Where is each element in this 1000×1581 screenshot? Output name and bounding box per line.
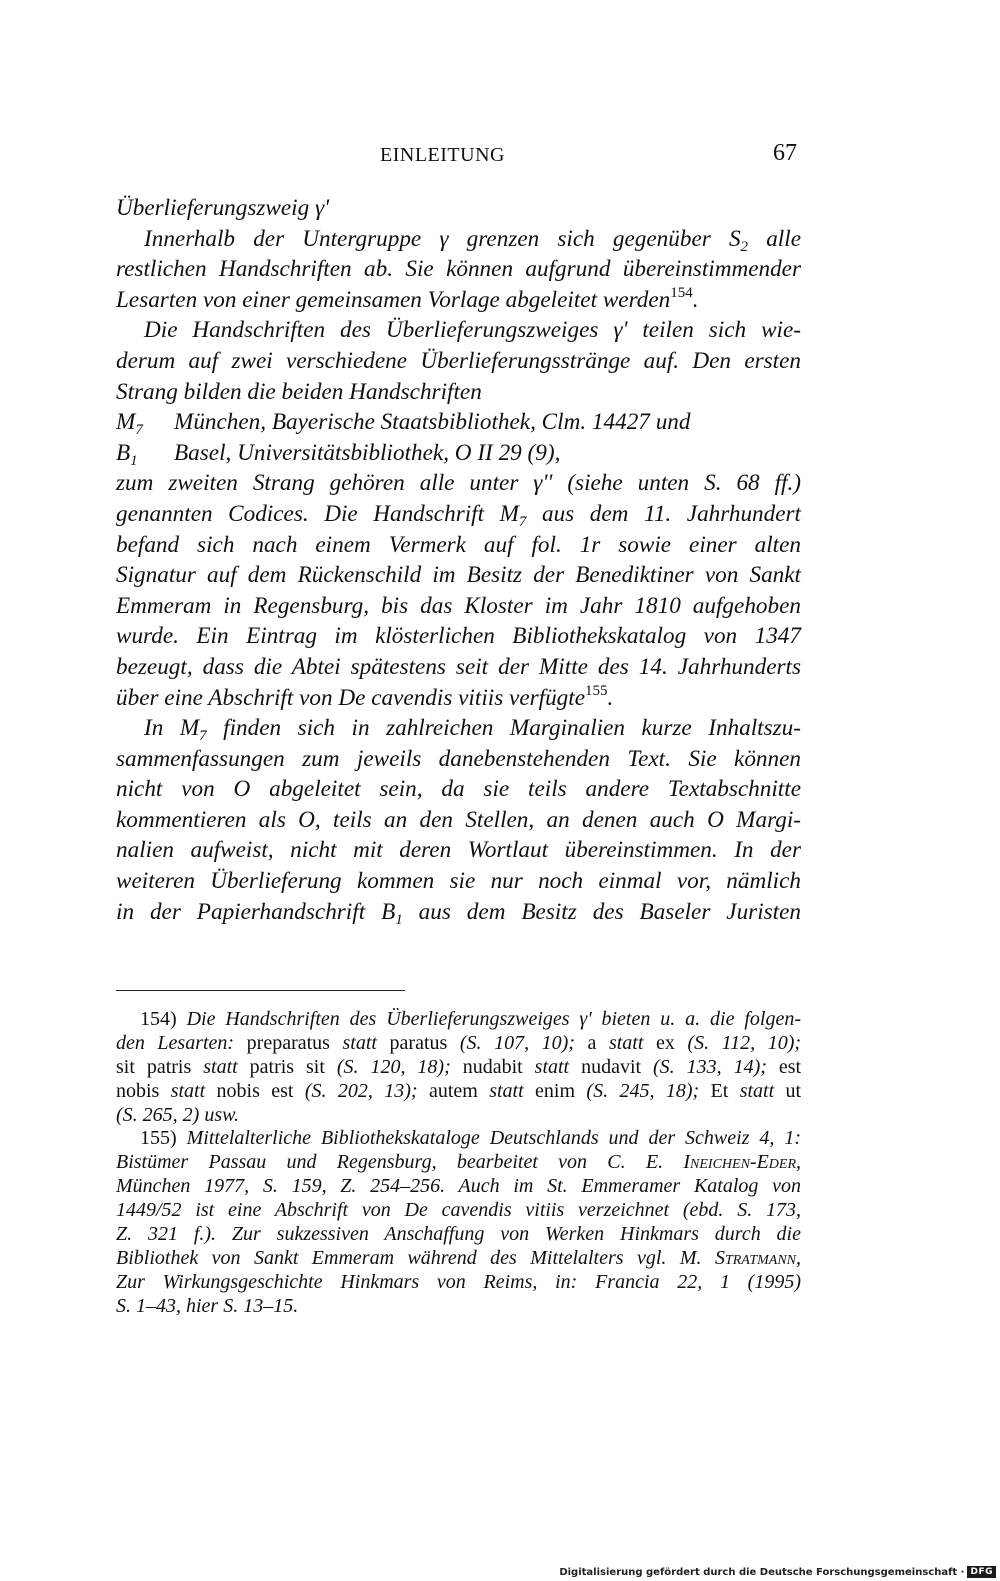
- text-line: wurde. Ein Eintrag im klösterlichen Bibliothekskatalog von 1347: [116, 623, 801, 650]
- footnote-number: 155): [140, 1127, 177, 1150]
- footnote-line: 1449/52 ist eine Abschrift von De cavendis vitiis verzeichnet (ebd. S. 173,: [116, 1199, 801, 1222]
- footnote-line: München 1977, S. 159, Z. 254–256. Auch im St. Emmeramer Katalog von: [116, 1175, 801, 1198]
- footnote-ref-155[interactable]: 155: [585, 682, 608, 699]
- siglum: $M_7$: [116, 409, 143, 439]
- text-line: befand sich nach einem Vermerk auf fol. 1r sowie einer alten: [116, 531, 801, 558]
- main-text: [116, 193, 801, 927]
- credit-text: Digitalisierung gefördert durch die Deutsche Forschungsgemeinschaft ·: [559, 1566, 965, 1578]
- running-header: [0, 140, 1000, 174]
- text-line: zum zweiten Strang gehören alle unter γ'' (siehe unten S. 68 ff.): [116, 470, 801, 497]
- text-line: genannten Codices. Die Handschrift $M_7$ aus dem 11. Jahrhundert: [116, 500, 801, 530]
- footnote-ref-154[interactable]: 154: [670, 284, 693, 301]
- footnote-line: S. 1–43, hier S. 13–15.: [116, 1294, 299, 1317]
- text-line: kommentieren als O, teils an den Stellen, an denen auch O Margi-: [116, 806, 801, 833]
- footnote-line: Zur Wirkungsgeschichte Hinkmars von Reims, in: Francia 22, 1 (1995): [116, 1270, 801, 1293]
- text-line: über eine Abschrift von De cavendis vitiis verfügte$^{155}$.: [116, 682, 614, 711]
- manuscript-entry: $M_7$ München, Bayerische Staatsbibliothek, Clm. 14427 und: [116, 409, 691, 439]
- dfg-logo-icon: DFG: [967, 1566, 996, 1578]
- footnote-separator: [116, 990, 405, 991]
- text-line: Lesarten von einer gemeinsamen Vorlage abgeleitet werden$^{154}$.: [116, 284, 699, 313]
- text-line: sammenfassungen zum jeweils danebenstehenden Text. Sie können: [116, 745, 801, 772]
- text-line: in der Papierhandschrift $B_1$ aus dem Besitz des Baseler Juristen: [116, 898, 801, 928]
- section-heading: Überlieferungszweig γ': [116, 195, 330, 221]
- text-line: derum auf zwei verschiedene Überlieferungsstränge auf. Den ersten: [116, 347, 801, 374]
- text-line: Strang bilden die beiden Handschriften: [116, 378, 482, 405]
- footnote-line: Z. 321 f.). Zur sukzessiven Anschaffung von Werken Hinkmars durch die: [116, 1223, 801, 1246]
- siglum: $B_1$: [116, 439, 138, 469]
- text-line: bezeugt, dass die Abtei spätestens seit der Mitte des 14. Jahrhunderts: [116, 653, 801, 680]
- digitization-credit: [559, 1566, 996, 1578]
- footnote-line: den Lesarten: preparatus statt paratus (S. 107, 10); a statt ex (S. 112, 10);: [116, 1031, 802, 1054]
- page-number: 67: [773, 140, 797, 166]
- text-line: Signatur auf dem Rückenschild im Besitz der Benediktiner von Sankt: [116, 562, 801, 589]
- text-line: nicht von O abgeleitet sein, da sie teils andere Textabschnitte: [116, 776, 801, 803]
- footnote-number: 154): [140, 1008, 177, 1030]
- footnote-line: sit patris statt patris sit (S. 120, 18); nudabit statt nudavit (S. 133, 14); est: [116, 1055, 802, 1078]
- text-line: Innerhalb der Untergruppe γ grenzen sich gegenüber $S_2$ alle: [144, 225, 801, 255]
- text-line: weiteren Überlieferung kommen sie nur noch einmal vor, nämlich: [116, 868, 801, 895]
- text-line: In $M_7$ finden sich in zahlreichen Marginalien kurze Inhaltszu-: [144, 715, 801, 745]
- author-name: Ineichen-Eder,: [683, 1151, 802, 1174]
- footnotes: [116, 1008, 801, 1319]
- running-title: EINLEITUNG: [380, 144, 505, 166]
- text-line: restlichen Handschriften ab. Sie können aufgrund übereinstimmender: [116, 256, 801, 283]
- footnote-line: Bibliothek von Sankt Emmeram während des Mittelalters vgl. M. Stratmann,: [116, 1246, 802, 1269]
- manuscript-entry: $B_1$ Basel, Universitätsbibliothek, O II 29 (9),: [116, 439, 561, 469]
- text-line: Die Handschriften des Überlieferungszweiges γ' teilen sich wie-: [144, 317, 801, 344]
- footnote-line: nobis statt nobis est (S. 202, 13); autem statt enim (S. 245, 18); Et statt ut: [116, 1079, 802, 1102]
- footnote-line: (S. 265, 2) usw.: [116, 1103, 239, 1126]
- footnote-line: 155) Mittelalterliche Bibliothekskataloge Deutschlands und der Schweiz 4, 1:: [140, 1127, 801, 1150]
- footnote-line: Bistümer Passau und Regensburg, bearbeitet von C. E. Ineichen-Eder,: [116, 1151, 802, 1174]
- footnote-155: [116, 1127, 801, 1318]
- footnote-line: 154) Die Handschriften des Überlieferungszweiges γ' bieten u. a. die folgen-: [140, 1008, 802, 1030]
- author-name: Stratmann,: [714, 1246, 802, 1269]
- text-line: nalien aufweist, nicht mit deren Wortlaut übereinstimmen. In der: [116, 837, 801, 864]
- footnote-154: [116, 1008, 801, 1127]
- text-line: Emmeram in Regensburg, bis das Kloster im Jahr 1810 aufgehoben: [116, 592, 801, 619]
